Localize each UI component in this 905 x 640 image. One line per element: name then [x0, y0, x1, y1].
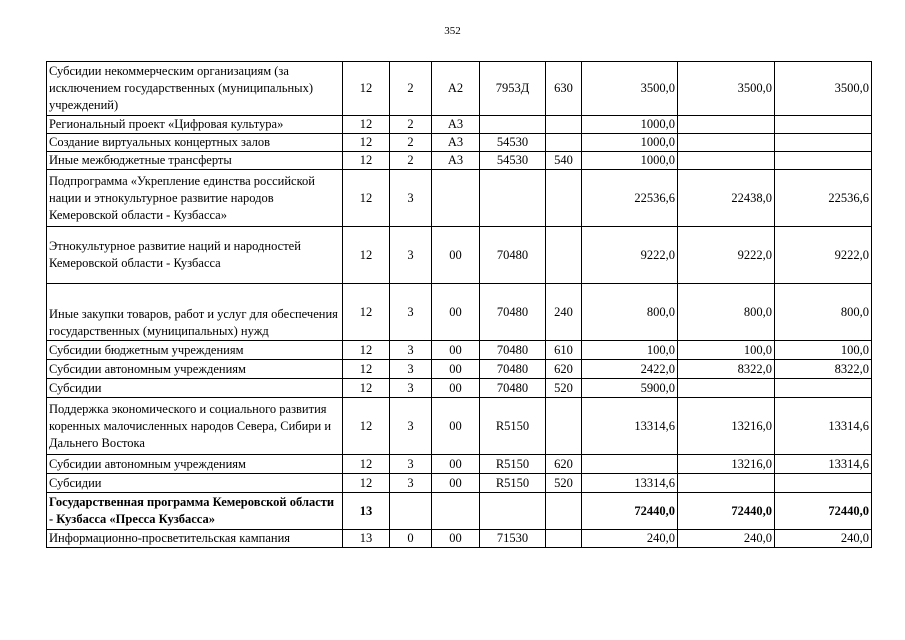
- row-expense-type: 610: [546, 341, 582, 360]
- row-target-code: R5150: [480, 455, 546, 474]
- row-target-code: 70480: [480, 284, 546, 341]
- row-sum-3: 9222,0: [775, 227, 872, 284]
- row-sum-3: 13314,6: [775, 398, 872, 455]
- row-target-code: 7953Д: [480, 62, 546, 116]
- row-name: Субсидии автономным учреждениям: [47, 455, 343, 474]
- row-section: 12: [343, 455, 390, 474]
- table-row: [47, 530, 872, 548]
- row-sum-3: [775, 474, 872, 493]
- row-section: 12: [343, 379, 390, 398]
- row-name: Информационно-просветительская кампания: [47, 530, 343, 548]
- row-name: Этнокультурное развитие наций и народностей Кемеровской области - Кузбасса: [47, 227, 343, 284]
- row-name: Иные закупки товаров, работ и услуг для обеспечения государственных (муниципальных) нужд: [47, 284, 343, 341]
- row-program-code: 00: [432, 341, 480, 360]
- row-sum-2: [678, 379, 775, 398]
- row-section: 12: [343, 152, 390, 170]
- row-name: Субсидии автономным учреждениям: [47, 360, 343, 379]
- row-name: Иные межбюджетные трансферты: [47, 152, 343, 170]
- row-name: Региональный проект «Цифровая культура»: [47, 116, 343, 134]
- table-row: [47, 116, 872, 134]
- row-subsection: 3: [390, 170, 432, 227]
- row-section: 12: [343, 134, 390, 152]
- row-subsection: 2: [390, 116, 432, 134]
- row-sum-2: [678, 152, 775, 170]
- row-expense-type: [546, 398, 582, 455]
- row-sum-3: 3500,0: [775, 62, 872, 116]
- row-sum-2: 9222,0: [678, 227, 775, 284]
- row-program-code: [432, 170, 480, 227]
- row-subsection: [390, 493, 432, 530]
- row-sum-1: 3500,0: [582, 62, 678, 116]
- row-target-code: 70480: [480, 227, 546, 284]
- row-subsection: 2: [390, 152, 432, 170]
- row-expense-type: 540: [546, 152, 582, 170]
- row-program-code: [432, 493, 480, 530]
- row-sum-3: [775, 116, 872, 134]
- row-program-code: 00: [432, 530, 480, 548]
- row-target-code: 71530: [480, 530, 546, 548]
- row-target-code: R5150: [480, 474, 546, 493]
- row-sum-2: 800,0: [678, 284, 775, 341]
- row-program-code: 00: [432, 379, 480, 398]
- row-target-code: 54530: [480, 134, 546, 152]
- row-sum-2: [678, 116, 775, 134]
- row-sum-2: 100,0: [678, 341, 775, 360]
- row-expense-type: [546, 493, 582, 530]
- row-sum-1: 22536,6: [582, 170, 678, 227]
- row-expense-type: 520: [546, 379, 582, 398]
- table-row: [47, 62, 872, 116]
- table-row: [47, 398, 872, 455]
- row-sum-1: 9222,0: [582, 227, 678, 284]
- row-expense-type: [546, 170, 582, 227]
- row-sum-1: 72440,0: [582, 493, 678, 530]
- row-name: Субсидии бюджетным учреждениям: [47, 341, 343, 360]
- row-name: Субсидии: [47, 379, 343, 398]
- row-section: 12: [343, 474, 390, 493]
- row-sum-3: [775, 134, 872, 152]
- row-expense-type: [546, 134, 582, 152]
- row-subsection: 3: [390, 341, 432, 360]
- row-subsection: 3: [390, 379, 432, 398]
- row-subsection: 3: [390, 284, 432, 341]
- row-sum-1: 1000,0: [582, 134, 678, 152]
- row-sum-1: [582, 455, 678, 474]
- table-row: [47, 455, 872, 474]
- row-name: Создание виртуальных концертных залов: [47, 134, 343, 152]
- row-sum-2: 72440,0: [678, 493, 775, 530]
- row-program-code: 00: [432, 284, 480, 341]
- row-target-code: [480, 170, 546, 227]
- row-program-code: А2: [432, 62, 480, 116]
- row-program-code: А3: [432, 134, 480, 152]
- table-row: [47, 152, 872, 170]
- table-row: [47, 360, 872, 379]
- row-name: Субсидии: [47, 474, 343, 493]
- row-subsection: 2: [390, 62, 432, 116]
- row-program-code: 00: [432, 398, 480, 455]
- row-sum-1: 5900,0: [582, 379, 678, 398]
- row-sum-2: [678, 474, 775, 493]
- row-subsection: 2: [390, 134, 432, 152]
- row-sum-2: 13216,0: [678, 398, 775, 455]
- table-row: [47, 341, 872, 360]
- row-expense-type: 620: [546, 360, 582, 379]
- row-sum-3: 800,0: [775, 284, 872, 341]
- table-row: [47, 284, 872, 341]
- row-sum-3: 8322,0: [775, 360, 872, 379]
- row-expense-type: 630: [546, 62, 582, 116]
- row-program-code: 00: [432, 474, 480, 493]
- row-name: Государственная программа Кемеровской области - Кузбасса «Пресса Кузбасса»: [47, 493, 343, 530]
- row-sum-1: 2422,0: [582, 360, 678, 379]
- row-program-code: А3: [432, 152, 480, 170]
- row-sum-1: 13314,6: [582, 474, 678, 493]
- row-section: 13: [343, 493, 390, 530]
- row-sum-2: 3500,0: [678, 62, 775, 116]
- row-sum-3: [775, 379, 872, 398]
- row-program-code: 00: [432, 360, 480, 379]
- row-sum-2: 22438,0: [678, 170, 775, 227]
- row-target-code: [480, 116, 546, 134]
- row-subsection: 3: [390, 398, 432, 455]
- row-sum-3: [775, 152, 872, 170]
- row-program-code: 00: [432, 227, 480, 284]
- row-expense-type: [546, 530, 582, 548]
- row-sum-3: 240,0: [775, 530, 872, 548]
- row-subsection: 3: [390, 474, 432, 493]
- row-expense-type: [546, 116, 582, 134]
- row-sum-1: 1000,0: [582, 152, 678, 170]
- row-sum-3: 100,0: [775, 341, 872, 360]
- row-sum-1: 13314,6: [582, 398, 678, 455]
- row-subsection: 3: [390, 360, 432, 379]
- row-expense-type: 520: [546, 474, 582, 493]
- row-subsection: 3: [390, 227, 432, 284]
- row-sum-1: 1000,0: [582, 116, 678, 134]
- row-target-code: R5150: [480, 398, 546, 455]
- row-program-code: 00: [432, 455, 480, 474]
- table-row: [47, 134, 872, 152]
- row-section: 12: [343, 62, 390, 116]
- budget-table: [46, 61, 872, 548]
- row-target-code: 70480: [480, 379, 546, 398]
- row-sum-2: 8322,0: [678, 360, 775, 379]
- table-row: [47, 493, 872, 530]
- row-sum-2: [678, 134, 775, 152]
- row-name: Поддержка экономического и социального развития коренных малочисленных народов Севера, Сибири и Дальнего Востока: [47, 398, 343, 455]
- row-target-code: 54530: [480, 152, 546, 170]
- row-section: 12: [343, 227, 390, 284]
- page-number: 352: [444, 25, 461, 37]
- row-sum-1: 240,0: [582, 530, 678, 548]
- row-sum-3: 22536,6: [775, 170, 872, 227]
- row-subsection: 0: [390, 530, 432, 548]
- row-section: 13: [343, 530, 390, 548]
- row-target-code: [480, 493, 546, 530]
- row-section: 12: [343, 116, 390, 134]
- row-name: Подпрограмма «Укрепление единства российской нации и этнокультурное развитие народов Кемеровской области - Кузбасса»: [47, 170, 343, 227]
- table-row: [47, 227, 872, 284]
- row-subsection: 3: [390, 455, 432, 474]
- row-section: 12: [343, 284, 390, 341]
- row-expense-type: 240: [546, 284, 582, 341]
- row-program-code: А3: [432, 116, 480, 134]
- row-section: 12: [343, 398, 390, 455]
- table-row: [47, 474, 872, 493]
- row-name: Субсидии некоммерческим организациям (за исключением государственных (муниципальных) учреждений): [47, 62, 343, 116]
- row-target-code: 70480: [480, 341, 546, 360]
- table-row: [47, 170, 872, 227]
- row-sum-1: 100,0: [582, 341, 678, 360]
- row-sum-3: 72440,0: [775, 493, 872, 530]
- row-section: 12: [343, 170, 390, 227]
- table-row: [47, 379, 872, 398]
- row-section: 12: [343, 360, 390, 379]
- row-expense-type: 620: [546, 455, 582, 474]
- row-section: 12: [343, 341, 390, 360]
- row-sum-2: 13216,0: [678, 455, 775, 474]
- row-sum-1: 800,0: [582, 284, 678, 341]
- row-sum-3: 13314,6: [775, 455, 872, 474]
- row-expense-type: [546, 227, 582, 284]
- row-sum-2: 240,0: [678, 530, 775, 548]
- row-target-code: 70480: [480, 360, 546, 379]
